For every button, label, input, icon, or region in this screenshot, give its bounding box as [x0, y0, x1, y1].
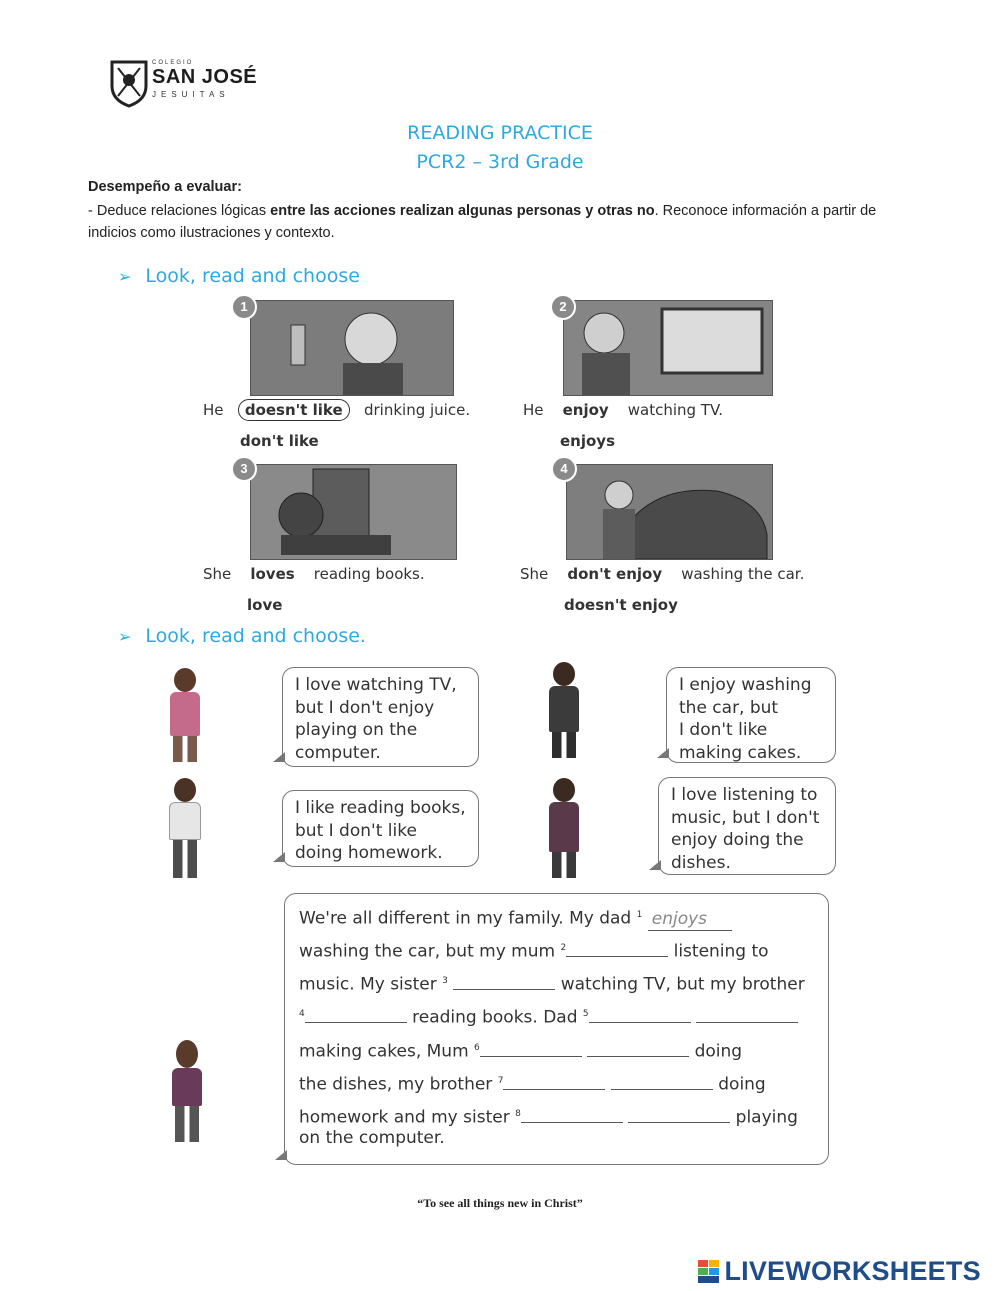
story-text: We're all different in my family. My dad — [299, 908, 637, 929]
item3-subject: She — [203, 565, 232, 583]
boy-figure — [163, 778, 207, 878]
section1-heading — [118, 265, 360, 287]
story-text: doing — [712, 1074, 766, 1095]
story-text: reading books. Dad — [406, 1007, 583, 1028]
school-motto: “To see all things new in Christ” — [417, 1196, 583, 1210]
answer-8b-blank[interactable] — [628, 1108, 730, 1123]
story-bubble — [284, 893, 829, 1165]
boy-juice-illustration — [251, 301, 453, 395]
bubble-line: music, but I don't — [671, 807, 820, 828]
desempeno-label: Desempeño a evaluar: — [88, 179, 242, 195]
desempeno-text-a: - Deduce relaciones lógicas — [88, 203, 271, 219]
dad-figure — [542, 662, 586, 758]
answer-3-blank[interactable] — [453, 975, 555, 990]
speech-bubble-boy — [282, 790, 479, 867]
story-line-4 — [299, 1003, 798, 1029]
section2-heading-text: Look, read and choose. — [145, 625, 366, 647]
bubble-line: I don't like — [679, 720, 768, 740]
item-number-badge: 3 — [231, 456, 257, 482]
girl-books-illustration — [251, 465, 456, 559]
bubble-line: making cakes. — [679, 742, 802, 763]
boy-tv-illustration — [564, 301, 772, 395]
desempeno-text-bold: entre las acciones realizan algunas personas y otras no — [270, 203, 655, 219]
story-line-5 — [299, 1037, 742, 1063]
item1-rest: drinking juice. — [363, 401, 471, 419]
section2-heading — [118, 625, 366, 647]
story-text: homework and my sister — [299, 1107, 516, 1128]
answer-7b-blank[interactable] — [611, 1075, 713, 1090]
answer-6a-blank[interactable] — [480, 1042, 582, 1057]
bubble-line: doing homework. — [295, 843, 443, 863]
item3-option-b[interactable]: love — [247, 596, 283, 614]
item1-option-a[interactable]: doesn't like — [238, 399, 350, 421]
story-line-8: on the computer. — [299, 1128, 445, 1148]
story-text: doing — [689, 1041, 743, 1062]
item2-subject: He — [523, 401, 544, 419]
item1-subject: He — [203, 401, 224, 419]
liveworksheets-logo-icon — [698, 1260, 720, 1284]
speech-bubble-mum — [658, 777, 836, 875]
bubble-line: I love watching TV, — [295, 675, 457, 695]
item1-option-b[interactable]: don't like — [240, 432, 319, 450]
story-text: listening to — [668, 941, 769, 962]
bubble-line: but I don't enjoy — [295, 697, 435, 718]
bubble-line: the car, but — [679, 697, 779, 718]
story-text: washing the car, but my mum — [299, 941, 561, 962]
blank-number: 8 — [515, 1109, 521, 1119]
blank-number: 3 — [442, 976, 448, 986]
answer-1-example: enjoys — [648, 908, 732, 932]
answer-5b-blank[interactable] — [696, 1008, 798, 1023]
blank-number: 5 — [582, 1009, 589, 1019]
section1-heading-text: Look, read and choose — [145, 265, 360, 287]
picture-boy-tv — [563, 300, 773, 396]
story-text: music. My sister — [299, 974, 443, 995]
item-number-badge: 2 — [550, 294, 576, 320]
bubble-line: enjoy doing the — [671, 830, 804, 850]
girl-figure — [163, 668, 207, 762]
item3-sentence — [203, 565, 425, 583]
item4-sentence — [520, 565, 804, 583]
liveworksheets-wordmark: LIVEWORKSHEETS — [724, 1256, 981, 1286]
story-line-2 — [299, 937, 769, 963]
picture-woman-car — [566, 464, 773, 560]
speech-bubble-girl — [282, 667, 479, 767]
answer-4-blank[interactable] — [305, 1008, 407, 1023]
blank-number: 6 — [474, 1043, 480, 1053]
blank-number: 7 — [497, 1076, 504, 1086]
story-text: playing — [730, 1107, 798, 1128]
desempeno-text-b: . Reconoce información a partir de indicios como ilustraciones y contexto. — [88, 203, 877, 241]
woman-car-illustration — [567, 465, 772, 559]
story-line-6 — [299, 1070, 766, 1096]
bubble-line: I enjoy washing — [679, 675, 812, 695]
bubble-line: I love listening to — [671, 785, 818, 805]
story-line-3 — [299, 970, 805, 996]
logo-sub: JESUITAS — [152, 90, 230, 99]
answer-8a-blank[interactable] — [521, 1108, 623, 1123]
bubble-line: I like reading books, — [295, 798, 466, 818]
logo-colegio: COLEGIO — [152, 60, 194, 66]
blank-number: 4 — [299, 1009, 305, 1019]
desempeno-text — [88, 200, 918, 244]
answer-2-blank[interactable] — [566, 942, 668, 957]
story-text: the dishes, my brother — [299, 1074, 498, 1095]
item2-option-b[interactable]: enjoys — [560, 432, 616, 450]
item1-sentence — [203, 401, 470, 419]
item-number-badge: 4 — [551, 456, 577, 482]
item3-option-a[interactable]: loves — [250, 565, 295, 583]
bubble-line: computer. — [295, 742, 381, 763]
arrow-bullet-icon: ➢ — [118, 267, 132, 286]
story-text: watching TV, but my brother — [555, 974, 805, 995]
picture-girl-books — [250, 464, 457, 560]
picture-boy-juice — [250, 300, 454, 396]
answer-6b-blank[interactable] — [587, 1042, 689, 1057]
item2-rest: watching TV. — [627, 401, 724, 419]
blank-number: 2 — [560, 943, 567, 953]
speech-bubble-dad — [666, 667, 836, 763]
item4-option-a[interactable]: don't enjoy — [567, 565, 663, 583]
page-subtitle: PCR2 – 3rd Grade — [416, 151, 584, 173]
page-title: READING PRACTICE — [407, 122, 593, 144]
sister-figure — [165, 1040, 209, 1142]
blank-number: 1 — [636, 910, 643, 920]
answer-5a-blank[interactable] — [589, 1008, 691, 1023]
story-text: making cakes, Mum — [299, 1041, 475, 1062]
story-line-1 — [299, 904, 732, 931]
mum-figure — [542, 778, 586, 878]
item2-sentence — [523, 401, 723, 419]
item2-option-a[interactable]: enjoy — [562, 401, 609, 419]
item4-rest: washing the car. — [681, 565, 805, 583]
bubble-line: playing on the — [295, 720, 418, 740]
bubble-line: but I don't like — [295, 820, 417, 841]
liveworksheets-brand — [698, 1256, 981, 1287]
answer-7a-blank[interactable] — [503, 1075, 605, 1090]
logo-name: SAN JOSÉ — [152, 66, 258, 88]
item4-option-b[interactable]: doesn't enjoy — [564, 596, 678, 614]
item-number-badge: 1 — [231, 294, 257, 320]
item3-rest: reading books. — [313, 565, 425, 583]
story-line-7 — [299, 1103, 798, 1129]
school-crest-logo — [108, 58, 150, 108]
bubble-line: dishes. — [671, 852, 731, 873]
arrow-bullet-icon: ➢ — [118, 627, 132, 646]
item4-subject: She — [520, 565, 549, 583]
